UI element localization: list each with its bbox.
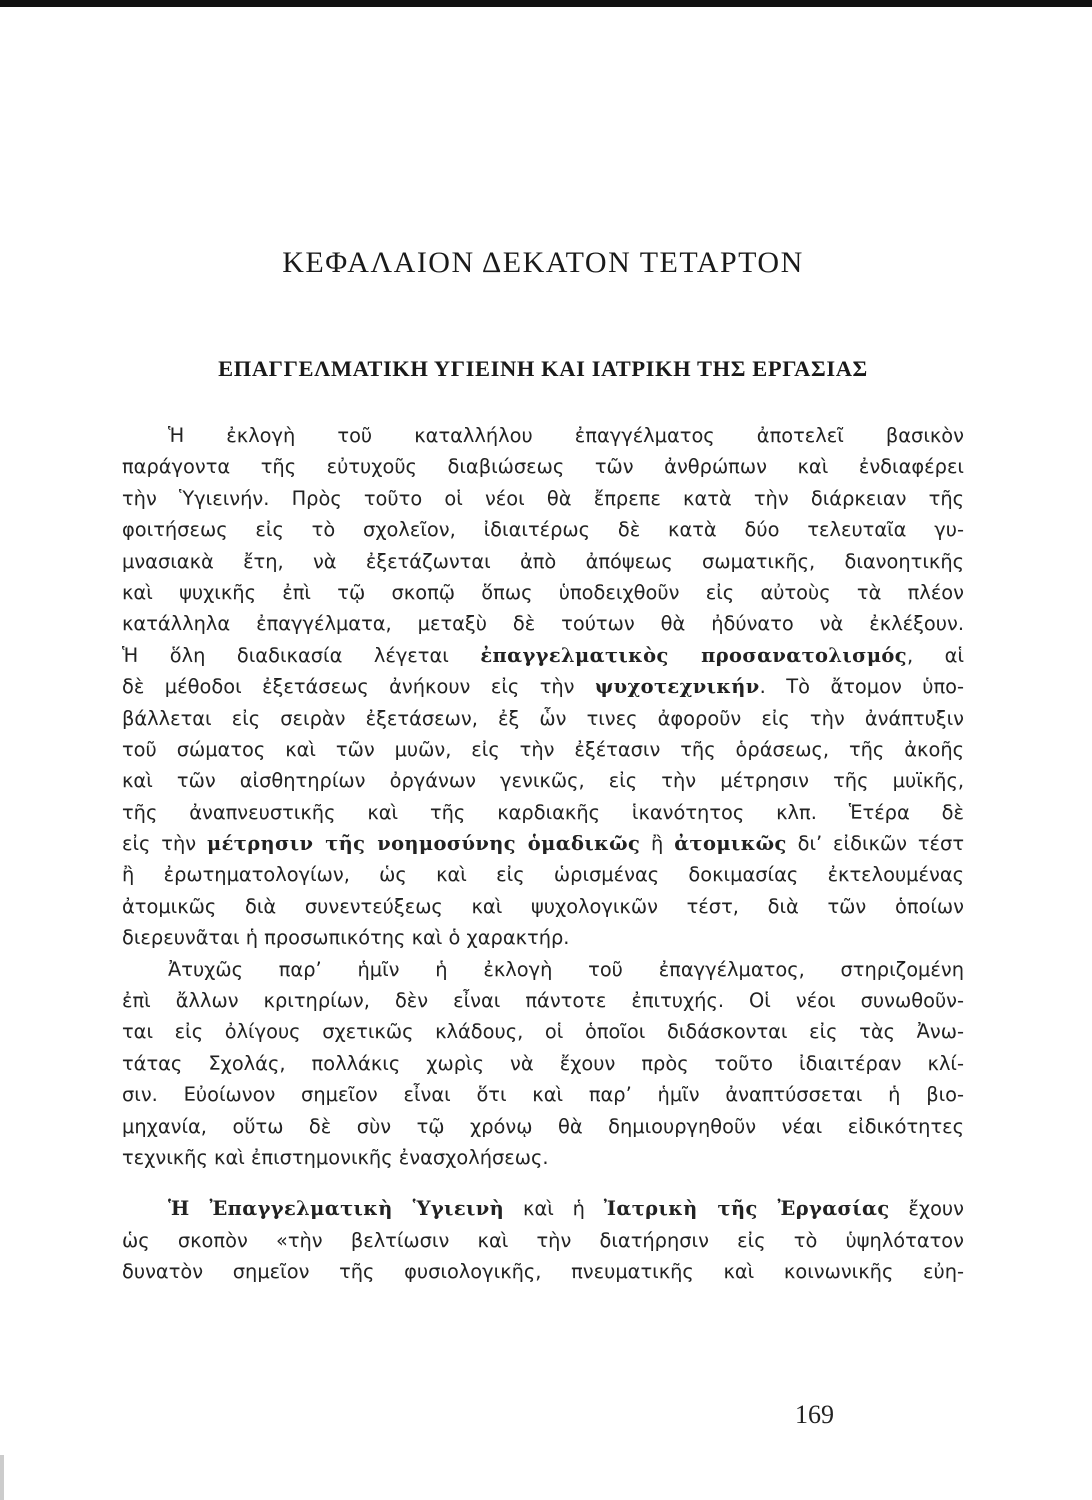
section-heading: ΕΠΑΓΓΕΛΜΑΤΙΚΗ ΥΓΙΕΙΝΗ ΚΑΙ ΙΑΤΡΙΚΗ ΤΗΣ ΕΡΓΑΣΙΑΣ <box>218 356 868 381</box>
text-line: ἢ ἐρωτηματολογίων, ὡς καὶ εἰς ὡρισμένας δοκιμασίας ἐκτελουμένας <box>122 863 964 887</box>
emphasized-term: ψυχοτεχνικήν <box>594 675 760 699</box>
text-run: ἢ <box>640 832 675 856</box>
text-run: . Τὸ ἄτομον ὑπο- <box>759 675 964 699</box>
chapter-heading: ΚΕΦΑΛΑΙΟΝ ΔΕΚΑΤΟΝ ΤΕΤΑΡΤΟΝ <box>282 246 804 279</box>
text-line: τῆς ἀναπνευστικῆς καὶ τῆς καρδιακῆς ἱκανότητος κλπ. Ἑτέρα δὲ <box>122 800 964 824</box>
emphasized-term: ἀτομικῶς <box>674 832 787 856</box>
text-line: φοιτήσεως εἰς τὸ σχολεῖον, ἰδιαιτέρως δὲ κατὰ δύο τελευταῖα γυ- <box>122 518 964 542</box>
text-line: Ἀτυχῶς παρ’ ἡμῖν ἡ ἐκλογὴ τοῦ ἐπαγγέλματος, στηριζομένη <box>168 957 964 981</box>
text-line: τάτας Σχολάς, πολλάκις χωρὶς νὰ ἔχουν πρὸς τοῦτο ἰδιαιτέραν κλί- <box>122 1051 964 1075</box>
text-run: εἰς τὴν <box>122 832 207 856</box>
text-line <box>122 828 964 859</box>
text-line: ἐπὶ ἄλλων κριτηρίων, δὲν εἶναι πάντοτε ἐπιτυχής. Οἱ νέοι συνωθοῦν- <box>122 989 964 1013</box>
paragraph-gap <box>122 1173 964 1193</box>
text-line: μνασιακὰ ἔτη, νὰ ἐξετάζωνται ἀπὸ ἀπόψεως σωματικῆς, διανοητικῆς <box>122 549 964 573</box>
text-line: βάλλεται εἰς σειρὰν ἐξετάσεων, ἐξ ὧν τινες ἀφοροῦν εἰς τὴν ἀνάπτυξιν <box>122 706 964 730</box>
text-run: Ἡ ὅλη διαδικασία λέγεται <box>122 643 481 667</box>
text-line <box>122 671 964 702</box>
text-line: τοῦ σώματος καὶ τῶν μυῶν, εἰς τὴν ἐξέτασιν τῆς ὁράσεως, τῆς ἀκοῆς <box>122 737 964 761</box>
text-line: τεχνικῆς καὶ ἐπιστημονικῆς ἐνασχολήσεως. <box>122 1145 549 1169</box>
text-line: τὴν Ὑγιεινήν. Πρὸς τοῦτο οἱ νέοι θὰ ἔπρεπε κατὰ τὴν διάρκειαν τῆς <box>122 486 964 510</box>
text-line: μηχανία, οὕτω δὲ σὺν τῷ χρόνῳ θὰ δημιουργηθοῦν νέαι εἰδικότητες <box>122 1114 964 1138</box>
text-line: καὶ τῶν αἰσθητηρίων ὀργάνων γενικῶς, εἰς τὴν μέτρησιν τῆς μυϊκῆς, <box>122 769 964 793</box>
text-line: ἀτομικῶς διὰ συνεντεύξεως καὶ ψυχολογικῶν τέστ, διὰ τῶν ὁποίων <box>122 894 964 918</box>
text-run: , αἱ <box>906 643 965 667</box>
emphasized-term: Ἰατρικὴ τῆς Ἐργασίας <box>603 1197 890 1221</box>
text-line: καὶ ψυχικῆς ἐπὶ τῷ σκοπῷ ὅπως ὑποδειχθοῦν εἰς αὐτοὺς τὰ πλέον <box>122 580 964 604</box>
text-line: σιν. Εὐοίωνον σημεῖον εἶναι ὅτι καὶ παρ’ ἡμῖν ἀναπτύσσεται ἡ βιο- <box>122 1083 964 1107</box>
text-line: παράγοντα τῆς εὐτυχοῦς διαβιώσεως τῶν ἀνθρώπων καὶ ἐνδιαφέρει <box>122 455 964 479</box>
scan-edge-mark <box>0 1455 4 1500</box>
text-line <box>122 1193 964 1224</box>
text-line: ται εἰς ὀλίγους σχετικῶς κλάδους, οἱ ὁποῖοι διδάσκονται εἰς τὰς Ἀνω- <box>122 1020 964 1044</box>
top-border-rule <box>0 0 1092 7</box>
emphasized-term: Ἡ Ἐπαγγελματικὴ Ὑγιεινὴ <box>168 1197 505 1221</box>
text-line: Ἡ ἐκλογὴ τοῦ καταλλήλου ἐπαγγέλματος ἀποτελεῖ βασικὸν <box>168 424 964 447</box>
text-run: καὶ ἡ <box>504 1197 604 1221</box>
text-line: διερευνᾶται ἡ προσωπικότης καὶ ὁ χαρακτήρ. <box>122 926 570 950</box>
text-line: κατάλληλα ἐπαγγέλματα, μεταξὺ δὲ τούτων θὰ ἠδύνατο νὰ ἐκλέξουν. <box>122 612 964 636</box>
page-number: 169 <box>795 1400 834 1429</box>
text-line: ὡς σκοπὸν «τὴν βελτίωσιν καὶ τὴν διατήρησιν εἰς τὸ ὑψηλότατον <box>122 1228 964 1252</box>
emphasized-term: ἐπαγγελματικὸς προσανατολισμός <box>480 643 907 667</box>
text-run: δὲ μέθοδοι ἐξετάσεως ἀνήκουν εἰς τὴν <box>122 675 595 699</box>
body-text <box>122 420 964 1288</box>
text-run: ἔχουν <box>889 1197 964 1221</box>
text-line <box>122 640 964 671</box>
text-line: δυνατὸν σημεῖον τῆς φυσιολογικῆς, πνευματικῆς καὶ κοινωνικῆς εὐη- <box>122 1260 964 1284</box>
text-run: δι’ εἰδικῶν τέστ <box>786 832 965 856</box>
emphasized-term: μέτρησιν τῆς νοημοσύνης ὁμαδικῶς <box>206 832 641 856</box>
